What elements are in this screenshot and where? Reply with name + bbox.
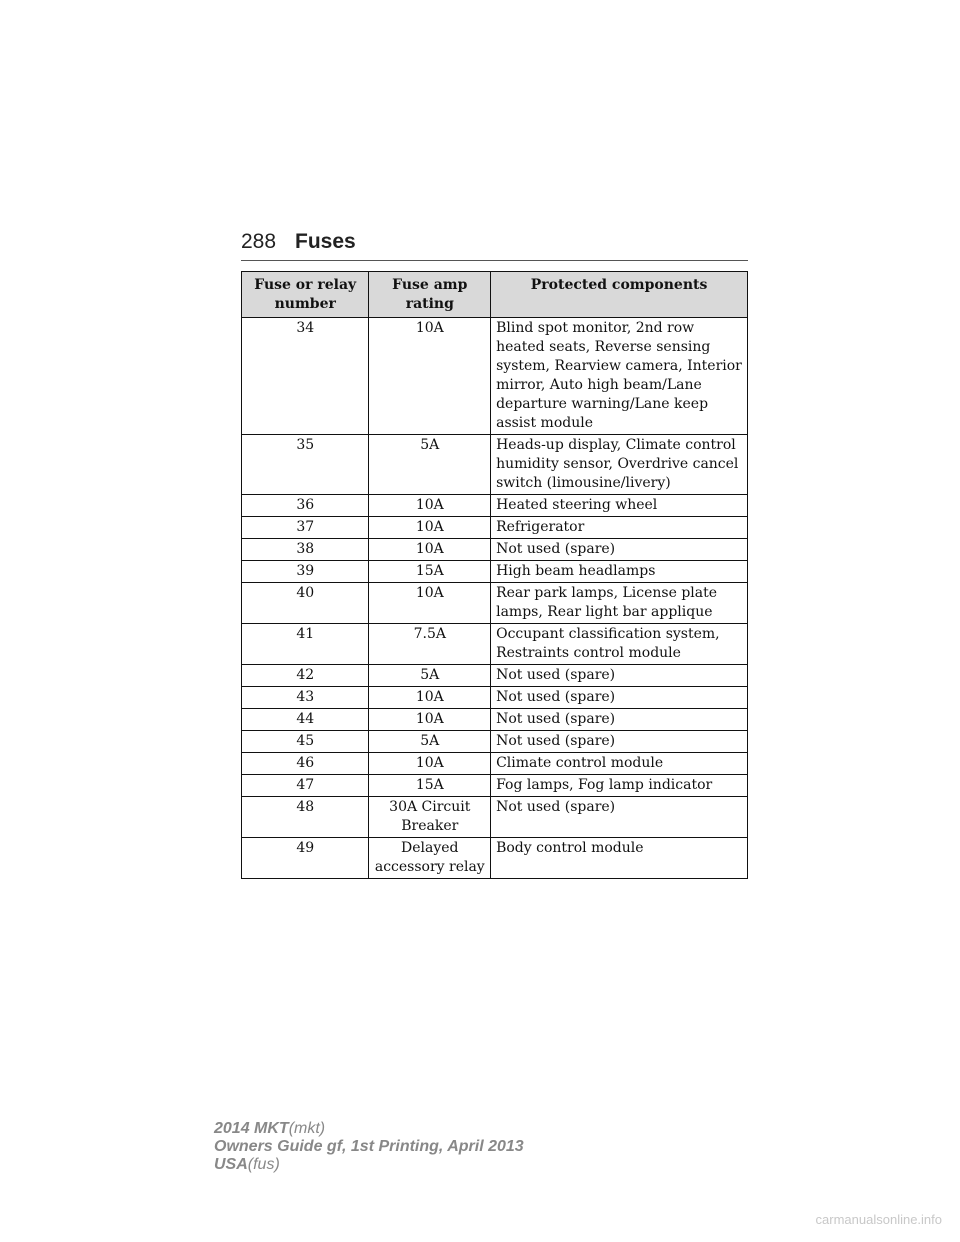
protected-components-cell: Not used (spare) [491, 539, 748, 561]
footer-market-code: (fus) [247, 1156, 280, 1173]
page-number: 288 [241, 230, 277, 253]
fuse-number-cell: 36 [242, 495, 369, 517]
table-row [242, 517, 748, 539]
protected-components-cell: Blind spot monitor, 2nd row heated seats, Reverse sensing system, Rearview camera, Interior mirror, Auto high beam/Lane departure warning/Lane keep assist module [491, 318, 748, 435]
fuse-number-cell: 37 [242, 517, 369, 539]
amp-rating-cell: 7.5A [369, 624, 491, 665]
fuse-number-cell: 47 [242, 775, 369, 797]
page-header [241, 229, 748, 259]
protected-components-cell: Climate control module [491, 753, 748, 775]
protected-components-cell: Heated steering wheel [491, 495, 748, 517]
fuse-number-cell: 49 [242, 838, 369, 879]
table-row [242, 539, 748, 561]
table-row [242, 495, 748, 517]
protected-components-cell: Refrigerator [491, 517, 748, 539]
watermark: carmanualsonline.info [815, 1212, 942, 1227]
table-row [242, 687, 748, 709]
table-row [242, 797, 748, 838]
column-header-fuse-number: Fuse or relay number [242, 272, 369, 318]
protected-components-cell: Rear park lamps, License plate lamps, Rear light bar applique [491, 583, 748, 624]
footer-line-model [214, 1120, 524, 1138]
fuse-number-cell: 44 [242, 709, 369, 731]
footer-model-code: (mkt) [288, 1120, 326, 1137]
amp-rating-cell: 30A Circuit Breaker [369, 797, 491, 838]
amp-rating-cell: 5A [369, 435, 491, 495]
fuse-number-cell: 48 [242, 797, 369, 838]
amp-rating-cell: 15A [369, 775, 491, 797]
protected-components-cell: Not used (spare) [491, 665, 748, 687]
table-row [242, 753, 748, 775]
column-header-amp-rating: Fuse amp rating [369, 272, 491, 318]
fuse-number-cell: 40 [242, 583, 369, 624]
table-row [242, 318, 748, 435]
header-divider [241, 260, 748, 261]
protected-components-cell: Fog lamps, Fog lamp indicator [491, 775, 748, 797]
table-row [242, 624, 748, 665]
protected-components-cell: Not used (spare) [491, 797, 748, 838]
fuse-number-cell: 34 [242, 318, 369, 435]
amp-rating-cell: 5A [369, 665, 491, 687]
footer-line-edition [214, 1138, 524, 1156]
fuse-number-cell: 38 [242, 539, 369, 561]
amp-rating-cell: 10A [369, 753, 491, 775]
protected-components-cell: Body control module [491, 838, 748, 879]
amp-rating-cell: Delayed accessory relay [369, 838, 491, 879]
fuse-number-cell: 42 [242, 665, 369, 687]
table-row [242, 838, 748, 879]
protected-components-cell: High beam headlamps [491, 561, 748, 583]
amp-rating-cell: 10A [369, 495, 491, 517]
fuse-number-cell: 39 [242, 561, 369, 583]
protected-components-cell: Not used (spare) [491, 731, 748, 753]
amp-rating-cell: 10A [369, 709, 491, 731]
amp-rating-cell: 15A [369, 561, 491, 583]
fuse-number-cell: 35 [242, 435, 369, 495]
table-row [242, 775, 748, 797]
table-row [242, 665, 748, 687]
table-row [242, 561, 748, 583]
table-row [242, 731, 748, 753]
table-row [242, 709, 748, 731]
footer-edition: Owners Guide gf, 1st Printing, April 2013 [214, 1138, 524, 1155]
protected-components-cell: Heads-up display, Climate control humidity sensor, Overdrive cancel switch (limousine/livery) [491, 435, 748, 495]
protected-components-cell: Occupant classification system, Restraints control module [491, 624, 748, 665]
protected-components-cell: Not used (spare) [491, 709, 748, 731]
column-header-protected-components: Protected components [491, 272, 748, 318]
section-title: Fuses [295, 230, 356, 253]
protected-components-cell: Not used (spare) [491, 687, 748, 709]
footer-market: USA [214, 1156, 248, 1173]
amp-rating-cell: 10A [369, 583, 491, 624]
fuse-number-cell: 45 [242, 731, 369, 753]
fuse-number-cell: 46 [242, 753, 369, 775]
fuse-table [241, 271, 748, 879]
footer-model: 2014 MKT [214, 1120, 289, 1137]
fuse-number-cell: 41 [242, 624, 369, 665]
amp-rating-cell: 10A [369, 687, 491, 709]
footer-line-market [214, 1156, 524, 1174]
amp-rating-cell: 10A [369, 539, 491, 561]
table-row [242, 583, 748, 624]
amp-rating-cell: 10A [369, 517, 491, 539]
amp-rating-cell: 10A [369, 318, 491, 435]
table-header-row [242, 272, 748, 318]
table-row [242, 435, 748, 495]
amp-rating-cell: 5A [369, 731, 491, 753]
fuse-number-cell: 43 [242, 687, 369, 709]
document-footer [214, 1120, 524, 1174]
